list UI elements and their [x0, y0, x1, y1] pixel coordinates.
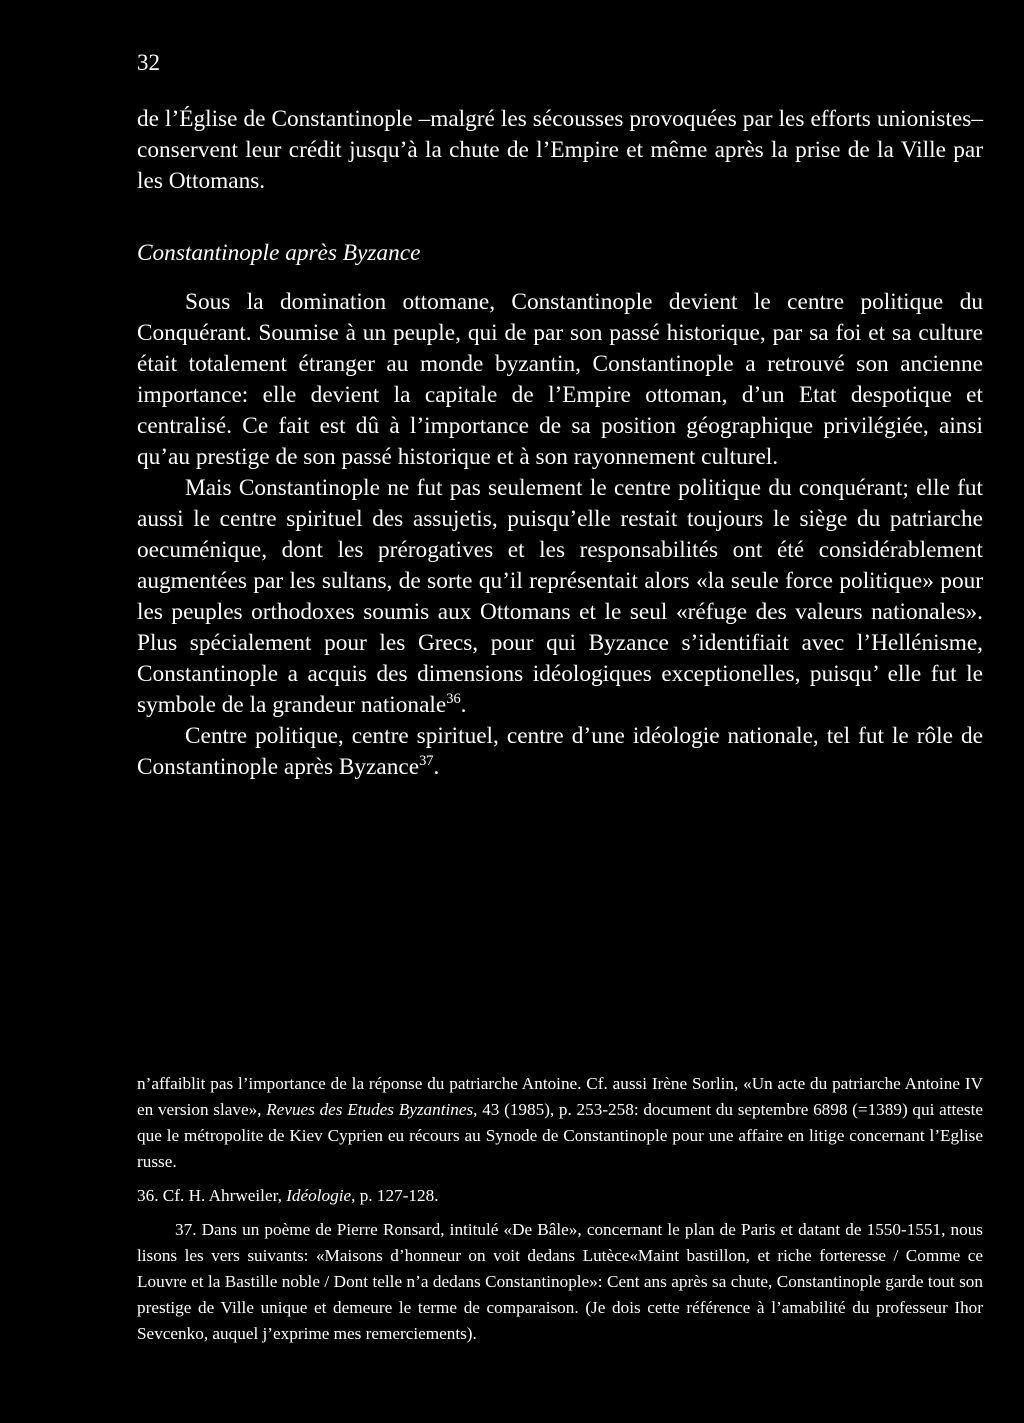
journal-title: Revues des Etudes Byzantines	[266, 1100, 474, 1119]
paragraph-ottoman-capital: Sous la domination ottomane, Constantinople devient le centre politique du Conquérant. Soumise à un peuple, qui de par son passé historique, par sa foi et sa culture était totalement étranger au monde byzantin, Constantinople a retrouvé son ancienne importance: elle devient la capitale de l’Empire ottoman, d’un Etat despotique et centralisé. Ce fait est dû à l’importance de sa position géographique privilégiée, ainsi qu’au prestige de son passé historique et à son rayonnement culturel.	[137, 289, 983, 470]
footnote-36-text-a: 36. Cf. H. Ahrweiler,	[137, 1186, 287, 1205]
main-text	[137, 104, 983, 783]
book-title: Idéologie	[286, 1186, 352, 1205]
footnote-continuation	[137, 1071, 983, 1175]
section-heading: Constantinople après Byzance	[137, 240, 421, 266]
footnote-36	[137, 1183, 983, 1209]
footnote-ref-36: 36	[446, 691, 461, 708]
footnote-37: 37. Dans un poème de Pierre Ronsard, intitulé «De Bâle», concernant le plan de Paris et datant de 1550-1551, nous lisons les vers suivants: «Maisons d’honneur on voit dedans Lutèce«Maint bastillon, et riche forteresse / Comme ce Louvre et la Bastille noble / Dont telle n’a dedans Constantinople»: Cent ans après sa chute, Constantinople garde tout son prestige de Ville unique et demeure le terme de comparaison. (Je dois cette référence à l’amabilité du professeur Ihor Sevcenko, auquel j’exprime mes remerciements).	[137, 1220, 983, 1343]
page-number: 32	[137, 50, 160, 75]
paragraph-conclusion-text: Centre politique, centre spirituel, centre d’une idéologie nationale, tel fut le rôle de Constantinople après Byzance	[137, 723, 983, 780]
paragraph-intro: de l’Église de Constantinople –malgré les sécousses provoquées par les efforts unionistes– conservent leur crédit jusqu’à la chute de l’Empire et même après la prise de la Ville par les Ottomans.	[137, 106, 983, 194]
paragraph-end-period: .	[460, 692, 467, 718]
paragraph-spiritual-centre	[137, 473, 983, 721]
footnote-cont-text-b: , 43 (1985), p. 253-258: document du septembre 6898 (=1389) qui atteste que le métropolite de Kiev Cyprien eu récours au Synode de Constantinople pour une affaire en litige concernant l’Eglise russe.	[137, 1100, 983, 1171]
footnote-ref-37: 37	[419, 753, 434, 770]
footnote-cont-text-a: n’affaiblit pas l’importance de la réponse du patriarche Antoine. Cf. aussi Irène Sorlin, «Un acte du patriarche Antoine IV en version slave»,	[137, 1074, 983, 1119]
footnote-36-text-b: , p. 127-128.	[351, 1186, 439, 1205]
footnotes	[137, 1071, 983, 1347]
paragraph-conclusion	[137, 721, 983, 783]
paragraph-end-period: .	[433, 754, 440, 780]
paragraph-spiritual-centre-text: Mais Constantinople ne fut pas seulement le centre politique du conquérant; elle fut aussi le centre spirituel des assujetis, puisqu’elle restait toujours le siège du patriarche oecuménique, dont les prérogatives et les responsabilités ont été considérablement augmentées par les sultans, de sorte qu’il représentait alors «la seule force politique» pour les peuples orthodoxes soumis aux Ottomans et le seul «réfuge des valeurs nationales». Plus spécialement pour les Grecs, pour qui Byzance s’identifiait avec l’Hellénisme, Constantinople a acquis des dimensions idéologiques exceptionelles, puisqu’ elle fut le symbole de la grandeur nationale	[137, 475, 983, 718]
